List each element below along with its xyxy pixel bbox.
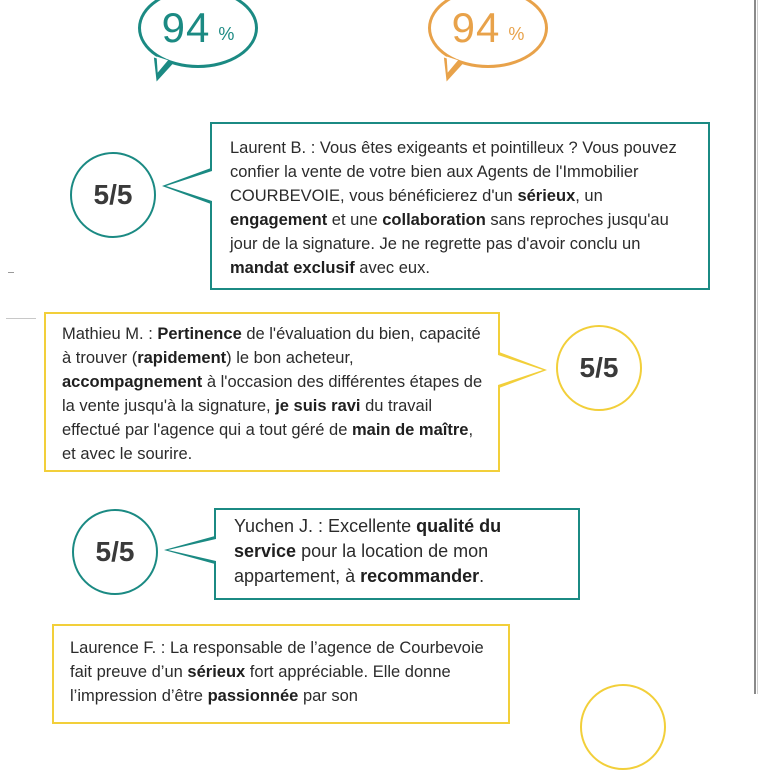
review-text-emphasis: sérieux (187, 663, 246, 681)
review-text-run: de l'évaluation du bien, capacité à trouver ( (62, 325, 481, 367)
review-text-run: Mathieu M. : (62, 325, 158, 343)
rating-value: 5/5 (95, 536, 135, 567)
review-pointer-inner (166, 171, 212, 201)
rating-circle-partial (580, 684, 666, 770)
review-card (52, 624, 510, 724)
review-text-emphasis: collaboration (382, 211, 486, 229)
review-text (62, 322, 484, 466)
review-text (234, 514, 568, 589)
satisfaction-value: 94 (161, 4, 211, 51)
satisfaction-unit: % (218, 23, 235, 44)
review-text-run: , un (575, 187, 603, 205)
rating-circle (72, 509, 158, 595)
page-edge-line-faint (757, 0, 758, 694)
review-text-run: par son (298, 687, 358, 705)
review-card (214, 508, 580, 600)
rating-circle (556, 325, 642, 411)
review-text-run: du travail effectué par l'agence qui a tout géré de (62, 397, 433, 439)
page-edge-line (754, 0, 756, 694)
review-text-run: Laurence F. : La responsable de l’agence de Courbevoie fait preuve d’un (70, 639, 484, 681)
review-card (210, 122, 710, 290)
review-pointer-inner (168, 539, 216, 561)
review-text-emphasis: mandat exclusif (230, 259, 355, 277)
review-text-emphasis: Pertinence (157, 325, 242, 343)
satisfaction-unit: % (508, 23, 525, 44)
review-text-emphasis: sérieux (517, 187, 576, 205)
review-text-run: Laurent B. : Vous êtes exigeants et pointilleux ? Vous pouvez confier la vente de votre bien aux Agents de l'Immobilier COURBEVOIE, vous bénéficierez d'un (230, 139, 677, 205)
review-text-run: ) le bon acheteur, (226, 349, 354, 367)
review-text-run: à l'occasion des différentes étapes de la vente jusqu'à la signature, (62, 373, 483, 415)
rating-value: 5/5 (93, 179, 133, 210)
review-text-emphasis: je suis ravi (275, 397, 361, 415)
review-text-run: et une (327, 211, 383, 229)
review-text (70, 636, 494, 708)
review-text-run: fort appréciable. Elle donne l’impression d’être (70, 663, 451, 705)
review-text-run: , et avec le sourire. (62, 421, 474, 463)
scan-mark (8, 272, 14, 273)
satisfaction-value: 94 (451, 4, 501, 51)
review-text-emphasis: main de maître (351, 421, 469, 439)
review-text-emphasis: passionnée (207, 687, 299, 705)
review-text-emphasis: rapidement (137, 349, 227, 367)
review-text-run: Yuchen J. : Excellente (234, 516, 417, 536)
review-text-emphasis: accompagnement (62, 373, 203, 391)
review-text-run: . (479, 566, 485, 586)
review-text (230, 136, 694, 280)
review-text-run: avec eux. (354, 259, 430, 277)
review-text-emphasis: recommander (360, 566, 480, 586)
review-card (44, 312, 500, 472)
rating-value: 5/5 (579, 352, 619, 383)
review-text-run: pour la location de mon appartement, à (234, 541, 489, 586)
review-text-emphasis: engagement (230, 211, 328, 229)
scan-mark (6, 318, 36, 319)
review-text-run: sans reproches jusqu'au jour de la signature. Je ne regrette pas d'avoir conclu un (230, 211, 669, 253)
rating-circle (70, 152, 156, 238)
review-pointer-inner (498, 355, 543, 385)
review-text-emphasis: qualité du service (234, 516, 502, 561)
